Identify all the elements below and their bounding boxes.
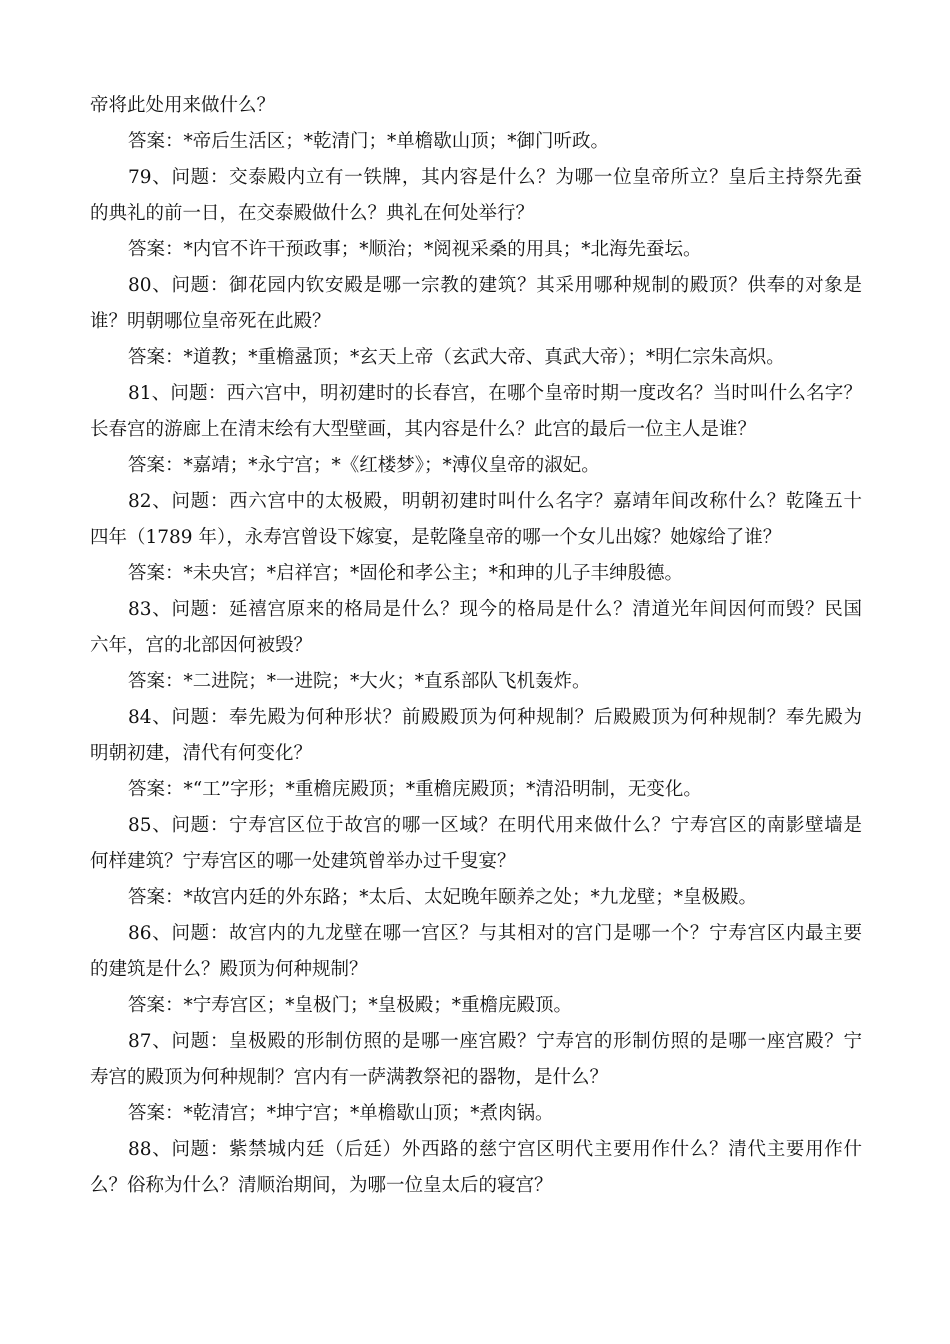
answer-line: 答案：*未央宫；*启祥宫；*固伦和孝公主；*和珅的儿子丰绅殷德。 [128, 563, 684, 584]
text-line: 么？俗称为什么？清顺治期间，为哪一位皇太后的寝宫？ [90, 1175, 553, 1196]
text-line: 六年，宫的北部因何被毁？ [90, 635, 313, 656]
answer-line: 答案：*“工”字形；*重檐庑殿顶；*重檐庑殿顶；*清沿明制，无变化。 [128, 779, 702, 800]
text-line: 四年（1789 年），永寿宫曾设下嫁宴，是乾隆皇帝的哪一个女儿出嫁？她嫁给了谁？ [90, 527, 782, 548]
answer-line: 答案：*内官不许干预政事；*顺治；*阅视采桑的用具；*北海先蚕坛。 [128, 239, 702, 260]
document-page [90, 88, 862, 1204]
text-line: 帝将此处用来做什么？ [90, 95, 276, 116]
question-line: 87、问题：皇极殿的形制仿照的是哪一座宫殿？宁寿宫的形制仿照的是哪一座宫殿？宁 [128, 1031, 862, 1052]
question-line: 79、问题：交泰殿内立有一铁牌，其内容是什么？为哪一位皇帝所立？皇后主持祭先蚕 [128, 167, 862, 188]
question-line: 82、问题：西六宫中的太极殿，明朝初建时叫什么名字？嘉靖年间改称什么？乾隆五十 [128, 491, 862, 512]
answer-line: 答案：*故宫内廷的外东路；*太后、太妃晚年颐养之处；*九龙壁；*皇极殿。 [128, 887, 758, 908]
answer-line: 答案：*帝后生活区；*乾清门；*单檐歇山顶；*御门听政。 [128, 131, 610, 152]
question-line: 81、问题：西六宫中，明初建时的长春宫，在哪个皇帝时期一度改名？当时叫什么名字？ [128, 383, 862, 404]
question-line: 88、问题：紫禁城内廷（后廷）外西路的慈宁宫区明代主要用作什么？清代主要用作什 [128, 1139, 862, 1160]
text-line: 的典礼的前一日，在交泰殿做什么？典礼在何处举行？ [90, 203, 535, 224]
question-line: 83、问题：延禧宫原来的格局是什么？现今的格局是什么？清道光年间因何而毁？民国 [128, 599, 862, 620]
answer-line: 答案：*嘉靖；*永宁宫；*《红楼梦》；*溥仪皇帝的淑妃。 [128, 455, 600, 476]
text-line: 长春宫的游廊上在清末绘有大型壁画，其内容是什么？此宫的最后一位主人是谁？ [90, 419, 757, 440]
answer-line: 答案：*宁寿宫区；*皇极门；*皇极殿；*重檐庑殿顶。 [128, 995, 573, 1016]
question-line: 86、问题：故宫内的九龙壁在哪一宫区？与其相对的宫门是哪一个？宁寿宫区内最主要 [128, 923, 862, 944]
text-line: 的建筑是什么？殿顶为何种规制？ [90, 959, 368, 980]
question-line: 84、问题：奉先殿为何种形状？前殿殿顶为何种规制？后殿殿顶为何种规制？奉先殿为 [128, 707, 862, 728]
answer-line: 答案：*道教；*重檐盝顶；*玄天上帝（玄武大帝、真武大帝）；*明仁宗朱高炽。 [128, 347, 785, 368]
question-line: 85、问题：宁寿宫区位于故宫的哪一区域？在明代用来做什么？宁寿宫区的南影壁墙是 [128, 815, 862, 836]
text-line: 何样建筑？宁寿宫区的哪一处建筑曾举办过千叟宴？ [90, 851, 516, 872]
answer-line: 答案：*乾清宫；*坤宁宫；*单檐歇山顶；*煮肉锅。 [128, 1103, 554, 1124]
question-line: 80、问题：御花园内钦安殿是哪一宗教的建筑？其采用哪种规制的殿顶？供奉的对象是 [128, 275, 862, 296]
text-line: 明朝初建，清代有何变化？ [90, 743, 313, 764]
text-line: 谁？明朝哪位皇帝死在此殿？ [90, 311, 331, 332]
answer-line: 答案：*二进院；*一进院；*大火；*直系部队飞机轰炸。 [128, 671, 591, 692]
text-line: 寿宫的殿顶为何种规制？宫内有一萨满教祭祀的器物，是什么？ [90, 1067, 609, 1088]
